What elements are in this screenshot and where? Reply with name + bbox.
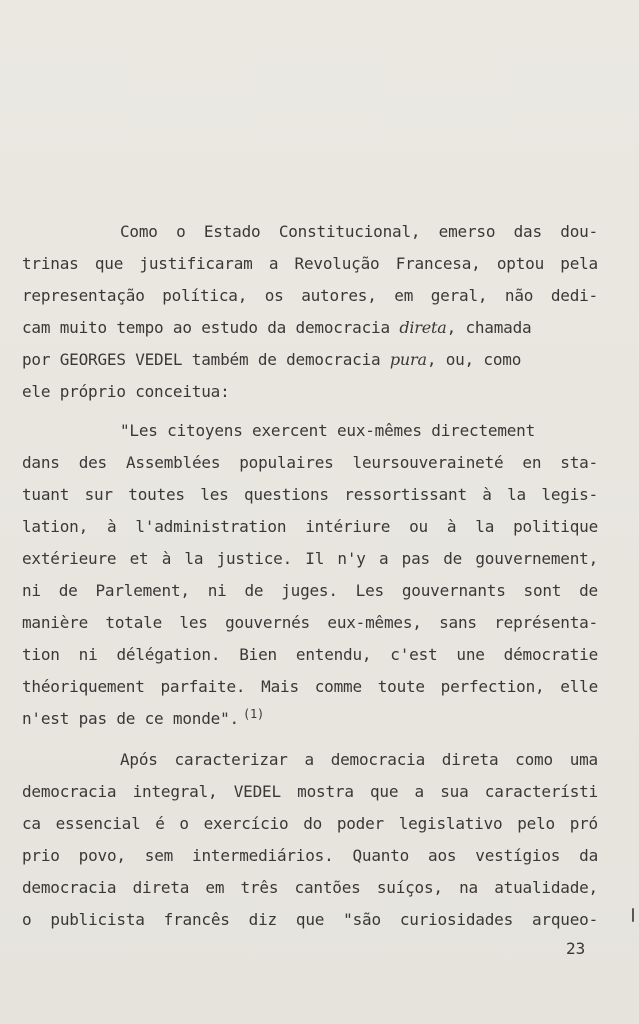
quote-line-10	[22, 709, 598, 730]
paragraph-1-line-6: ele próprio conceitua:	[22, 382, 230, 401]
paragraph-1-line-4-text-a: cam muito tempo ao estudo da democracia	[22, 318, 400, 337]
paragraph-1-line-3: representação política, os autores, em geral, não dedi-	[22, 286, 598, 305]
paragraph-2-line-3: ca essencial é o exercício do poder legislativo pelo pró	[22, 814, 598, 833]
paragraph-1-line-4-italic: direta	[399, 318, 447, 337]
paragraph-1-line-4	[22, 318, 598, 338]
quote-line-8: tion ni délégation. Bien entendu, c'est une démocratie	[22, 645, 598, 664]
quote-line-10-text: n'est pas de ce monde".	[22, 709, 239, 728]
paragraph-1-line-5-text-a: por GEORGES VEDEL também de democracia	[22, 350, 390, 369]
quote-line-1: "Les citoyens exercent eux-mêmes directement	[120, 421, 536, 440]
page-number: 23	[566, 939, 586, 958]
quote-line-9: théoriquement parfaite. Mais comme toute perfection, elle	[22, 677, 598, 696]
margin-mark	[632, 908, 634, 922]
paragraph-1-line-2: trinas que justificaram a Revolução Francesa, optou pela	[22, 254, 598, 273]
quote-line-7: manière totale les gouvernés eux-mêmes, sans représenta-	[22, 613, 598, 632]
quote-line-6: ni de Parlement, ni de juges. Les gouvernants sont de	[22, 581, 598, 600]
paragraph-1-line-1: Como o Estado Constitucional, emerso das dou-	[120, 222, 598, 241]
paragraph-1-line-5-text-b: , ou, como	[426, 350, 522, 369]
quote-line-5: extérieure et à la justice. Il n'y a pas de gouvernement,	[22, 549, 598, 568]
paragraph-1-line-4-text-b: , chamada	[446, 318, 532, 337]
paragraph-1-line-5-italic: pura	[389, 350, 427, 369]
paragraph-1-line-5	[22, 350, 598, 370]
paragraph-2-line-5: democracia direta em três cantões suíços, na atualidade,	[22, 878, 598, 897]
paragraph-2-line-4: prio povo, sem intermediários. Quanto aos vestígios da	[22, 846, 598, 865]
paragraph-2-line-1: Após caracterizar a democracia direta como uma	[120, 750, 598, 769]
quote-line-3: tuant sur toutes les questions ressortissant à la legis-	[22, 485, 598, 504]
quote-line-4: lation, à l'administration intériure ou à la politique	[22, 517, 598, 536]
quote-line-2: dans des Assemblées populaires leursouveraineté en sta-	[22, 453, 598, 472]
paragraph-2-line-2: democracia integral, VEDEL mostra que a sua característi	[22, 782, 598, 801]
footnote-reference: (1)	[242, 707, 265, 721]
paragraph-2-line-6: o publicista francês diz que "são curiosidades arqueo-	[22, 910, 598, 929]
